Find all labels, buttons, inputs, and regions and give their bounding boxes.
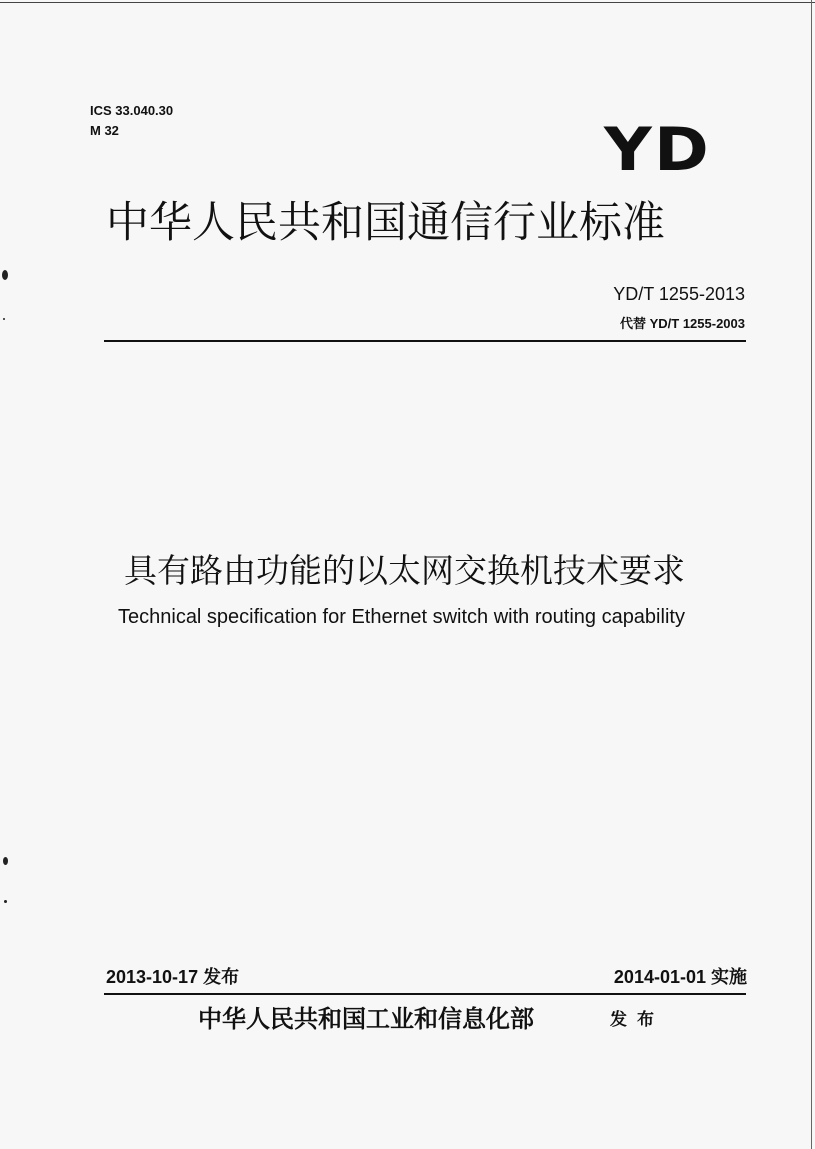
scan-speck	[2, 270, 8, 280]
implementation-date: 2014-01-01 实施	[613, 967, 747, 987]
page-right-edge	[811, 0, 812, 1149]
classification-block	[90, 101, 173, 141]
standard-category-title: 中华人民共和国通信行业标准	[106, 198, 665, 248]
scan-speck	[3, 857, 8, 865]
yd-logo: YD	[604, 115, 711, 185]
document-title-english: Technical specification for Ethernet switch with routing capability	[118, 606, 685, 628]
scan-speck	[4, 900, 7, 903]
issue-label: 发布	[610, 1010, 664, 1030]
document-title-chinese: 具有路由功能的以太网交换机技术要求	[124, 551, 685, 590]
header-divider	[104, 340, 746, 342]
replaces-standard: 代替 YD/T 1255-2003	[619, 316, 745, 331]
issue-date: 2013-10-17 发布	[106, 967, 240, 987]
page-top-edge	[0, 2, 815, 3]
classification-code: M 32	[90, 123, 119, 138]
ics-code: ICS 33.040.30	[90, 103, 174, 118]
footer-divider	[104, 993, 746, 995]
issuing-authority: 中华人民共和国工业和信息化部	[198, 1004, 534, 1033]
standard-number: YD/T 1255-2013	[613, 284, 745, 304]
scan-speck	[3, 318, 5, 320]
